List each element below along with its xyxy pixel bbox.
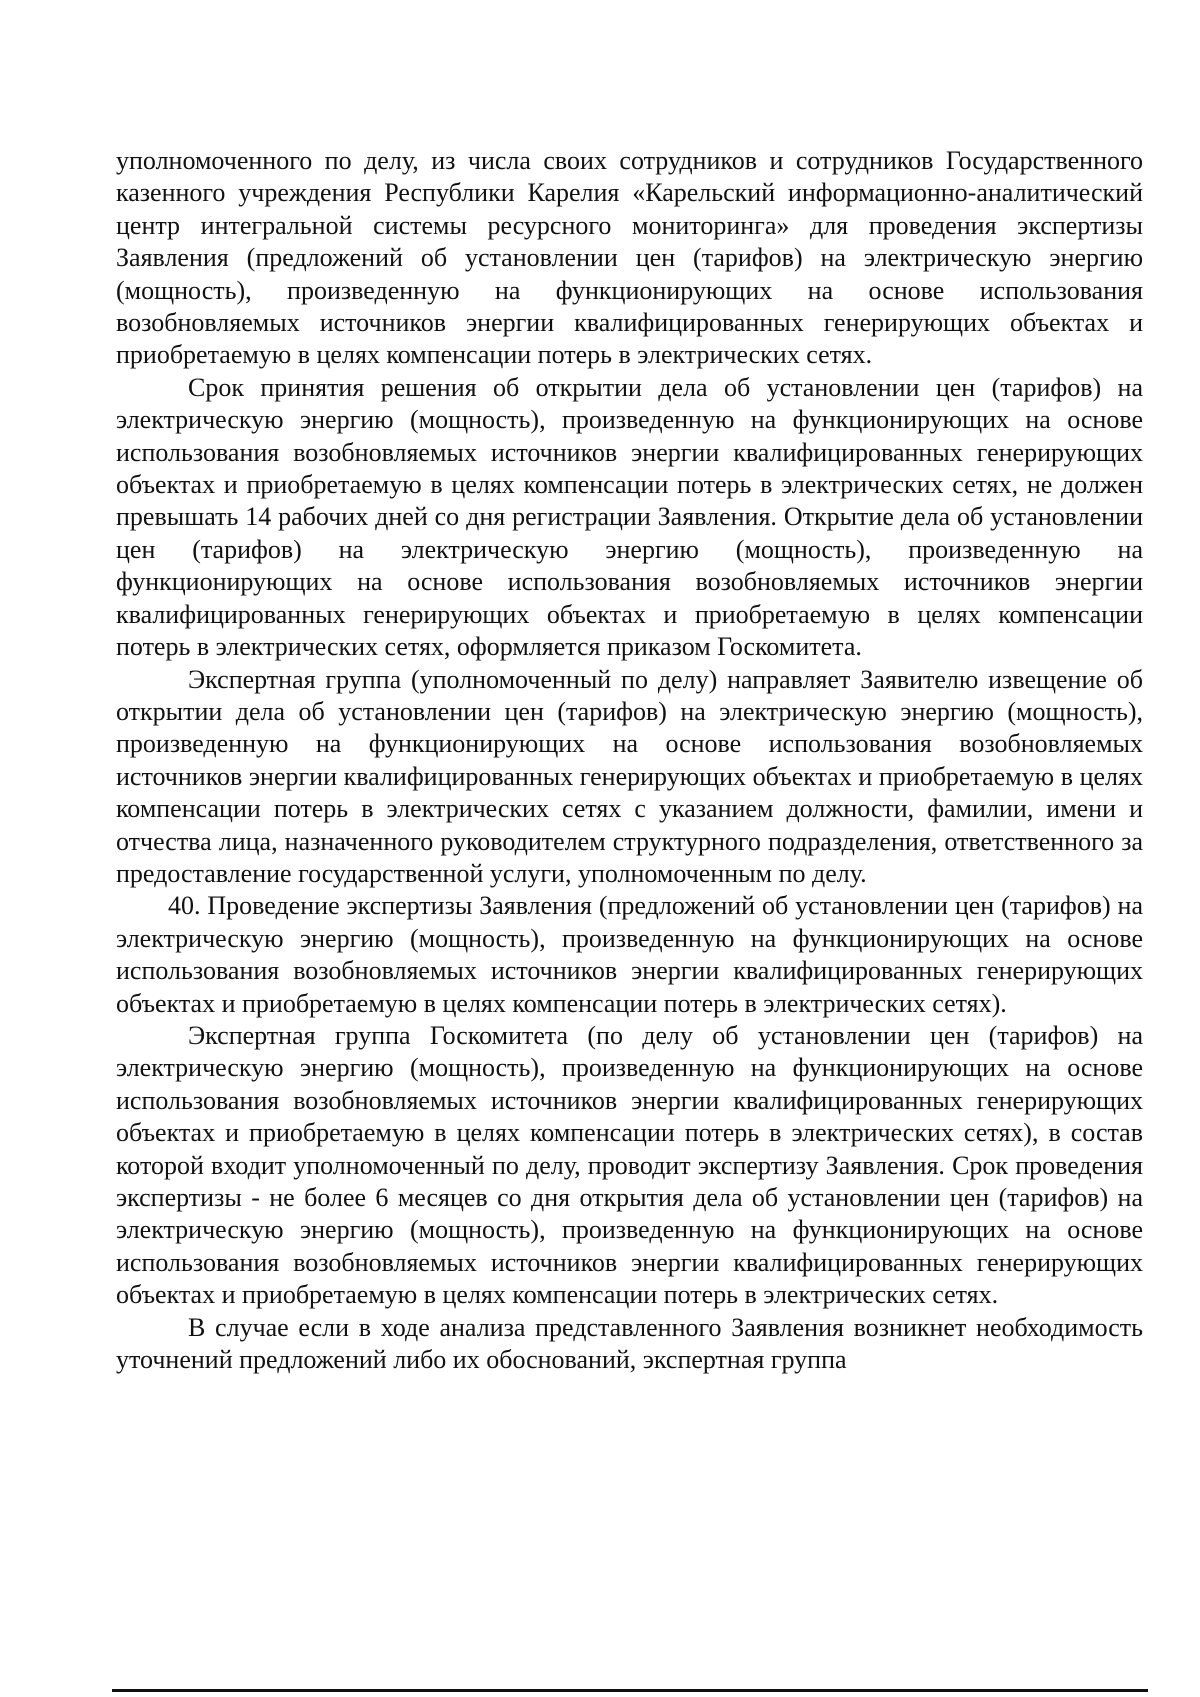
paragraph-expert-notice: Экспертная группа (уполномоченный по делу) направляет Заявителю извещение об открытии дела об установлении цен (тарифов) на электрическую энергию (мощность), произведенную на функционирующих на основе использования возобновляемых источников энергии квалифицированных генерирующих объектах и приобретаемую в целях компенсации потерь в электрических сетях с указанием должности, фамилии, имени и отчества лица, назначенного руководителем структурного подразделения, ответственного за предоставление государственной услуги, уполномоченным по делу. (116, 664, 1143, 888)
paragraph-clarification: В случае если в ходе анализа представленного Заявления возникнет необходимость уточнений предложений либо их обоснований, экспертная группа (116, 1312, 1143, 1375)
document-body (116, 145, 1143, 1376)
paragraph-expertise-term: Экспертная группа Госкомитета (по делу об установлении цен (тарифов) на электрическую энергию (мощность), произведенную на функционирующих на основе использования возобновляемых источников энергии квалифицированных генерирующих объектах и приобретаемую в целях компенсации потерь в электрических сетях), в состав которой входит уполномоченный по делу, проводит экспертизу Заявления. Срок проведения экспертизы - не более 6 месяцев со дня открытия дела об установлении цен (тарифов) на электрическую энергию (мощность), произведенную на функционирующих на основе использования возобновляемых источников энергии квалифицированных генерирующих объектах и приобретаемую в целях компенсации потерь в электрических сетях. (116, 1020, 1143, 1310)
paragraph-item-40: 40. Проведение экспертизы Заявления (предложений об установлении цен (тарифов) на электрическую энергию (мощность), произведенную на функционирующих на основе использования возобновляемых источников энергии квалифицированных генерирующих объектах и приобретаемую в целях компенсации потерь в электрических сетях). (116, 891, 1143, 1018)
paragraph-decision-deadline: Срок принятия решения об открытии дела об установлении цен (тарифов) на электрическую энергию (мощность), произведенную на функционирующих на основе использования возобновляемых источников энергии квалифицированных генерирующих объектах и приобретаемую в целях компенсации потерь в электрических сетях, не должен превышать 14 рабочих дней со дня регистрации Заявления. Открытие дела об установлении цен (тарифов) на электрическую энергию (мощность), произведенную на функционирующих на основе использования возобновляемых источников энергии квалифицированных генерирующих объектах и приобретаемую в целях компенсации потерь в электрических сетях, оформляется приказом Госкомитета. (116, 372, 1143, 662)
footer-divider (112, 1689, 1148, 1692)
paragraph-continuation: уполномоченного по делу, из числа своих сотрудников и сотрудников Государственного казенного учреждения Республики Карелия «Карельский информационно-аналитический центр интегральной системы ресурсного мониторинга» для проведения экспертизы Заявления (предложений об установлении цен (тарифов) на электрическую энергию (мощность), произведенную на функционирующих на основе использования возобновляемых источников энергии квалифицированных генерирующих объектах и приобретаемую в целях компенсации потерь в электрических сетях. (116, 146, 1143, 370)
